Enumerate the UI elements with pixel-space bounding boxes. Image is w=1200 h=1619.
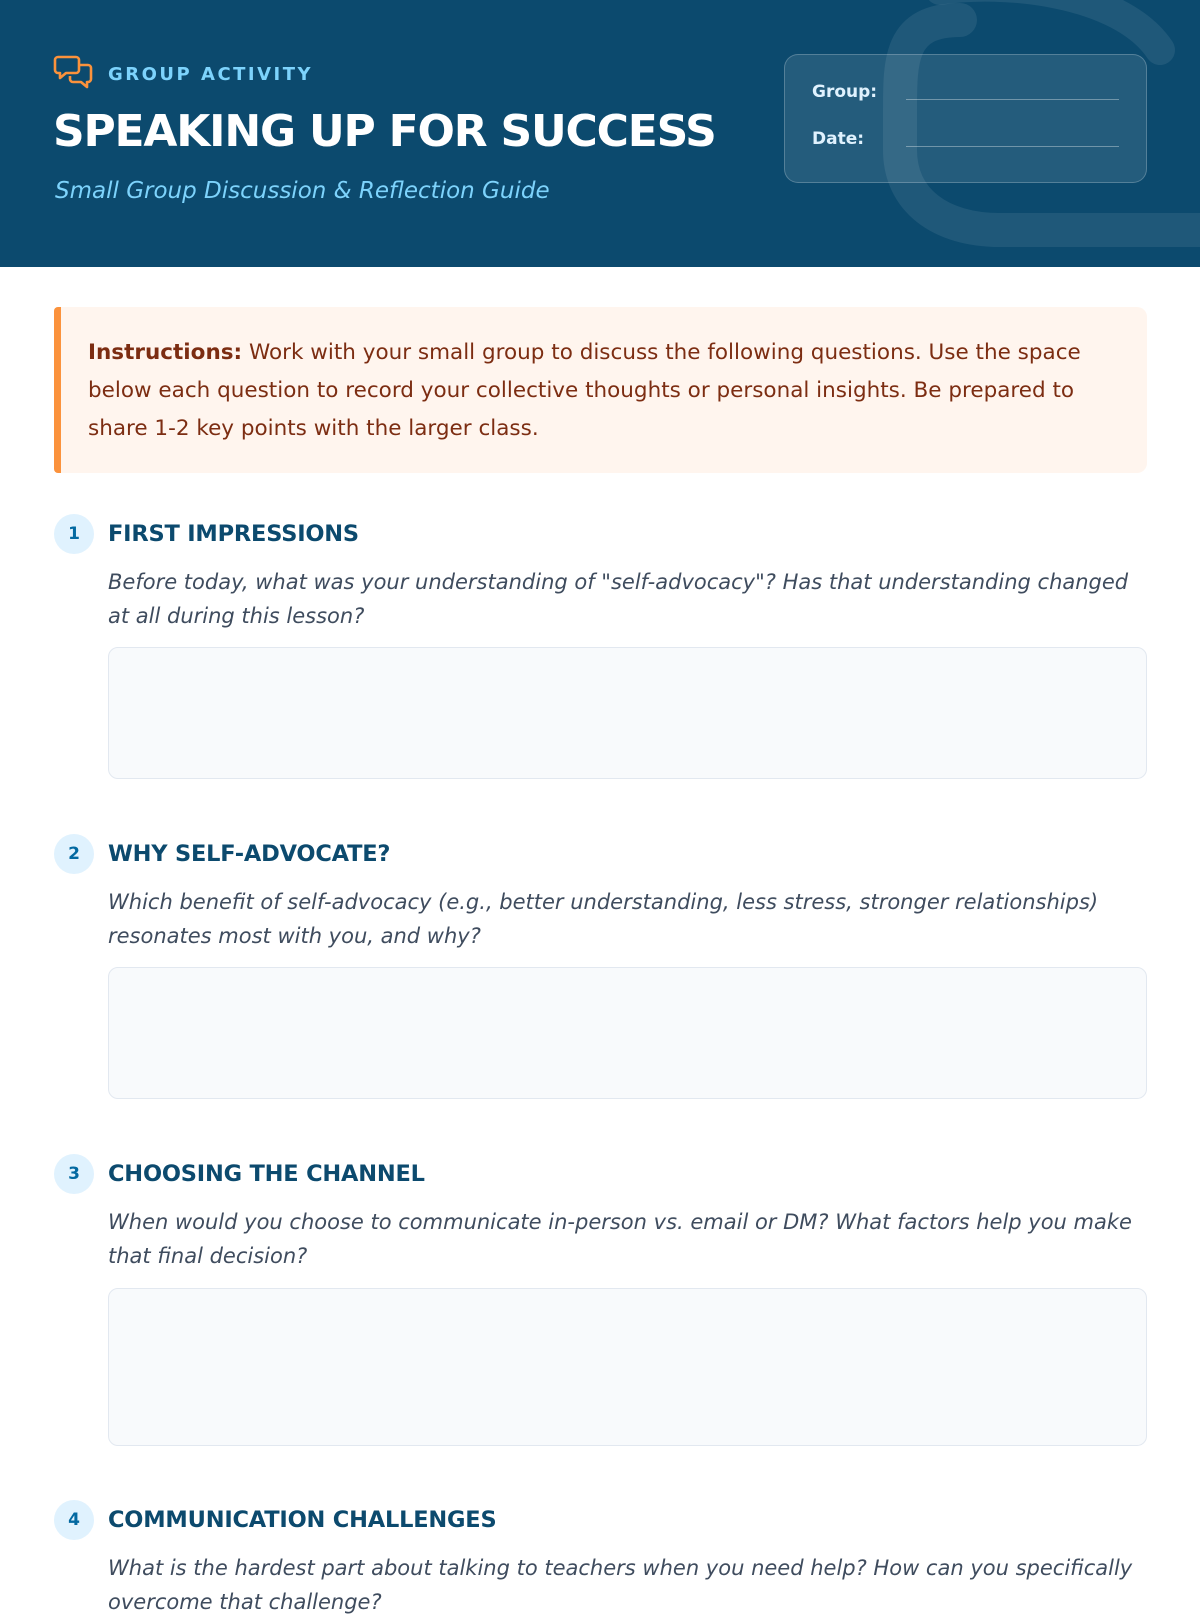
question-1	[54, 514, 1147, 628]
date-field[interactable]	[812, 129, 1119, 149]
eyebrow	[54, 54, 313, 94]
date-input-line[interactable]	[906, 146, 1119, 147]
question-prompt: What is the hardest part about talking to teachers when you need help? How can you specifically overcome that challenge?	[108, 1556, 1133, 1614]
question-title: FIRST IMPRESSIONS	[108, 521, 359, 547]
question-number-badge: 2	[54, 834, 94, 874]
group-date-box	[784, 54, 1147, 183]
page-subtitle: Small Group Discussion & Reflection Guide	[55, 178, 550, 204]
question-3	[54, 1154, 1147, 1268]
date-label: Date:	[812, 129, 865, 149]
answer-box[interactable]	[108, 967, 1147, 1099]
group-field[interactable]	[812, 82, 1119, 102]
question-title: COMMUNICATION CHALLENGES	[108, 1507, 497, 1533]
page-title: SPEAKING UP FOR SUCCESS	[53, 106, 716, 157]
question-prompt: When would you choose to communicate in-person vs. email or DM? What factors help you make that final decision?	[108, 1210, 1132, 1268]
question-title: WHY SELF-ADVOCATE?	[108, 841, 391, 867]
question-prompt: Before today, what was your understanding of "self-advocacy"? Has that understanding changed at all during this lesson?	[108, 570, 1129, 628]
group-label: Group:	[812, 82, 878, 102]
answer-box[interactable]	[108, 1288, 1147, 1446]
header-banner	[0, 0, 1200, 267]
instructions-label: Instructions:	[88, 340, 243, 365]
instructions-text: Work with your small group to discuss the following questions. Use the space below each question to record your collective thoughts or personal insights. Be prepared to share 1-2 key points with the larger class.	[88, 340, 1081, 441]
question-4	[54, 1500, 1147, 1614]
chat-bubbles-icon	[54, 52, 94, 97]
question-number-badge: 3	[54, 1154, 94, 1194]
question-2	[54, 834, 1147, 948]
question-number-badge: 4	[54, 1500, 94, 1540]
group-input-line[interactable]	[906, 99, 1119, 100]
eyebrow-label: GROUP ACTIVITY	[108, 63, 314, 85]
question-number-badge: 1	[54, 514, 94, 554]
instructions-callout	[54, 307, 1147, 473]
question-prompt: Which benefit of self-advocacy (e.g., better understanding, less stress, stronger relationships) resonates most with you, and why?	[108, 890, 1099, 948]
answer-box[interactable]	[108, 647, 1147, 779]
question-title: CHOOSING THE CHANNEL	[108, 1161, 425, 1187]
